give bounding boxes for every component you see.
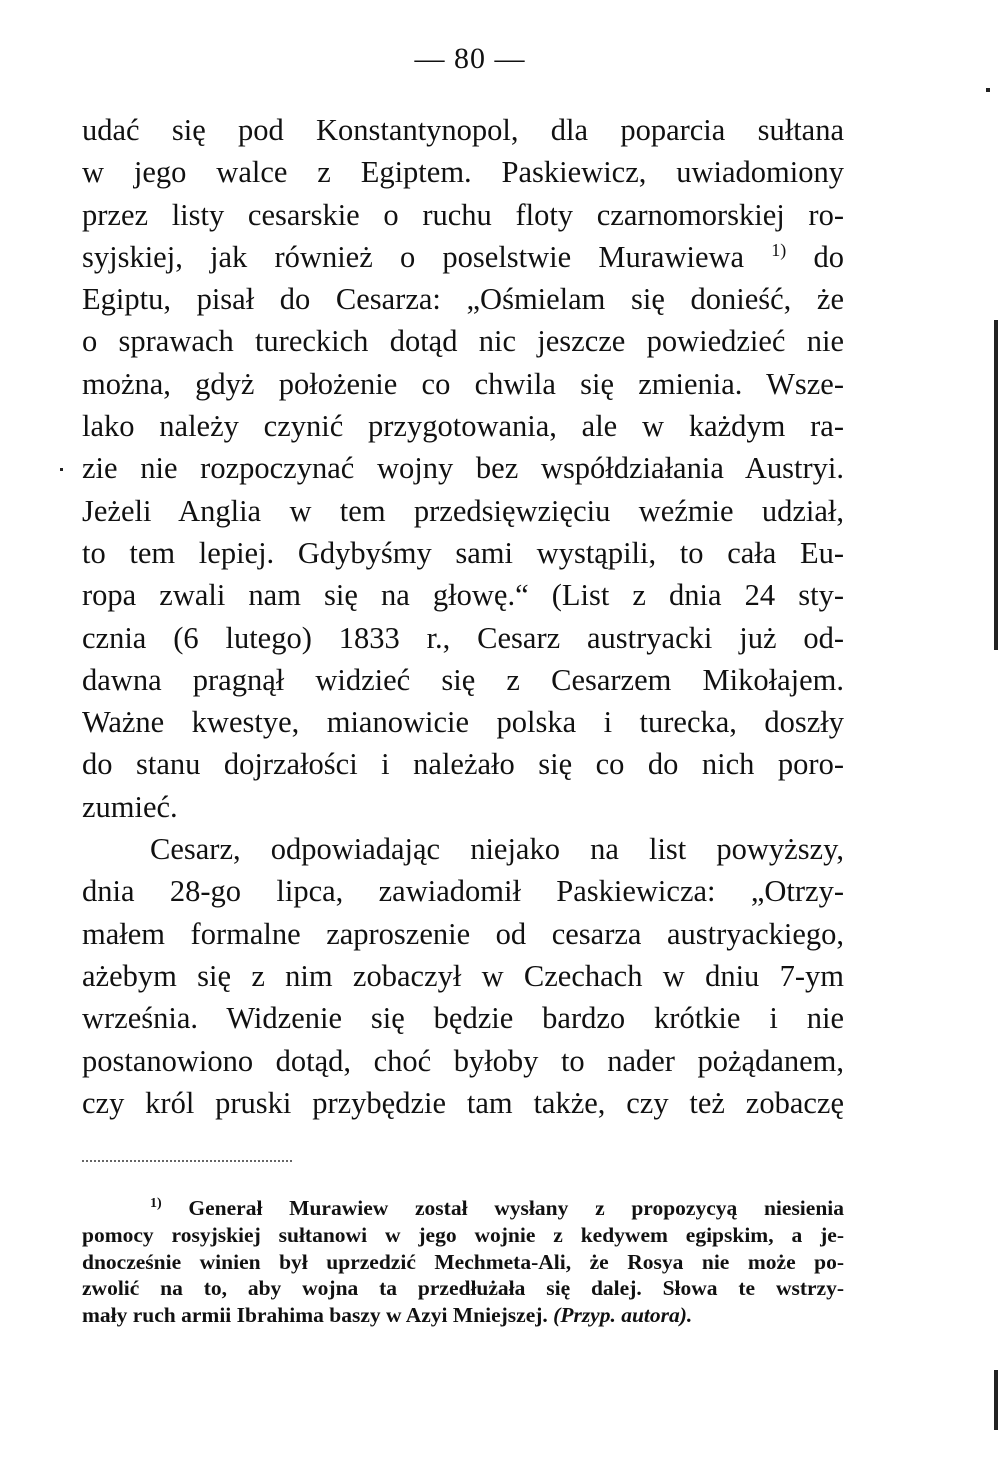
text-line: Egiptu, pisał do Cesarza: „Ośmielam się donieść, że (82, 282, 844, 317)
scan-speck (986, 88, 990, 92)
footnote-marker (150, 1196, 162, 1211)
text-line: ropa zwali nam się na głowę.“ (List z dnia 24 sty- (82, 578, 844, 613)
scan-edge-mark (994, 320, 998, 650)
footnote-marker-number: 1 (150, 1195, 157, 1211)
footnote-line (82, 1195, 844, 1222)
footnote-text: mały ruch armii Ibrahima baszy w Azyi Mniejszej. (82, 1303, 548, 1328)
footnote-separator (82, 1160, 292, 1162)
footnote-ref-paren: ) (780, 239, 787, 260)
text-line: można, gdyż położenie co chwila się zmienia. Wsze- (82, 366, 844, 401)
footnote-line (82, 1302, 844, 1329)
text-line-with-footnote-ref (82, 236, 844, 278)
text-line: ażebym się z nim zobaczył w Czechach w dniu 7-ym (82, 958, 844, 993)
main-text (82, 109, 844, 1124)
scan-edge-mark (994, 1370, 998, 1430)
text-line: dnia 28-go lipca, zawiadomił Paskiewicza: „Otrzy- (82, 874, 844, 909)
footnote-line: pomocy rosyjskiej sułtanowi w jego wojnie z kedywem egipskim, a je- (82, 1222, 844, 1247)
text-line: września. Widzenie się będzie bardzo krótkie i nie (82, 1001, 844, 1036)
text-line: postanowiono dotąd, choć byłoby to nader pożądanem, (82, 1043, 844, 1078)
footnote-ref-number: 1 (771, 239, 781, 260)
text-line: dawna pragnął widzieć się z Cesarzem Mikołajem. (82, 662, 844, 697)
scan-speck (60, 468, 63, 471)
text-line: Jeżeli Anglia w tem przedsięwzięciu weźmie udział, (82, 493, 844, 528)
footnote-text: Generał Murawiew został wysłany z propozycyą niesienia (188, 1196, 845, 1220)
text-line: do stanu dojrzałości i należało się co do nich poro- (82, 747, 844, 782)
text-line: zumieć. (82, 789, 178, 824)
footnote (82, 1195, 844, 1329)
text-line: lako należy czynić przygotowania, ale w każdym ra- (82, 409, 844, 444)
text-line: to tem lepiej. Gdybyśmy sami wystąpili, to cała Eu- (82, 535, 844, 570)
text-fragment: do (813, 239, 844, 274)
text-line: małem formalne zaproszenie od cesarza austryackiego, (82, 916, 844, 951)
text-line: cznia (6 lutego) 1833 r., Cesarz austryacki już od- (82, 620, 844, 655)
text-line: o sprawach tureckich dotąd nic jeszcze powiedzieć nie (82, 324, 844, 359)
text-line: czy król pruski przybędzie tam także, czy też zobaczę (82, 1085, 844, 1120)
author-note: (Przyp. autora). (553, 1303, 693, 1328)
text-line-indented: Cesarz, odpowiadając niejako na list powyższy, (150, 832, 844, 867)
text-line: w jego walce z Egiptem. Paskiewicz, uwiadomiony (82, 155, 844, 190)
text-fragment: syjskiej, jak również o poselstwie Murawiewa (82, 239, 745, 274)
text-line: przez listy cesarskie o ruchu floty czarnomorskiej ro- (82, 197, 844, 232)
footnote-line: dnocześnie winien był uprzedzić Mechmeta-Ali, że Rosya nie może po- (82, 1249, 844, 1274)
text-line: zie nie rozpoczynać wojny bez współdziałania Austryi. (82, 451, 844, 486)
text-line: udać się pod Konstantynopol, dla poparcia sułtana (82, 113, 844, 147)
footnote-line: zwolić na to, aby wojna ta przedłużała się dalej. Słowa te wstrzy- (82, 1276, 844, 1301)
footnote-marker-paren: ) (157, 1195, 162, 1211)
page-number: — 80 — (414, 42, 526, 75)
text-line: Ważne kwestye, mianowicie polska i turecka, doszły (82, 705, 844, 740)
footnote-reference (771, 240, 786, 260)
